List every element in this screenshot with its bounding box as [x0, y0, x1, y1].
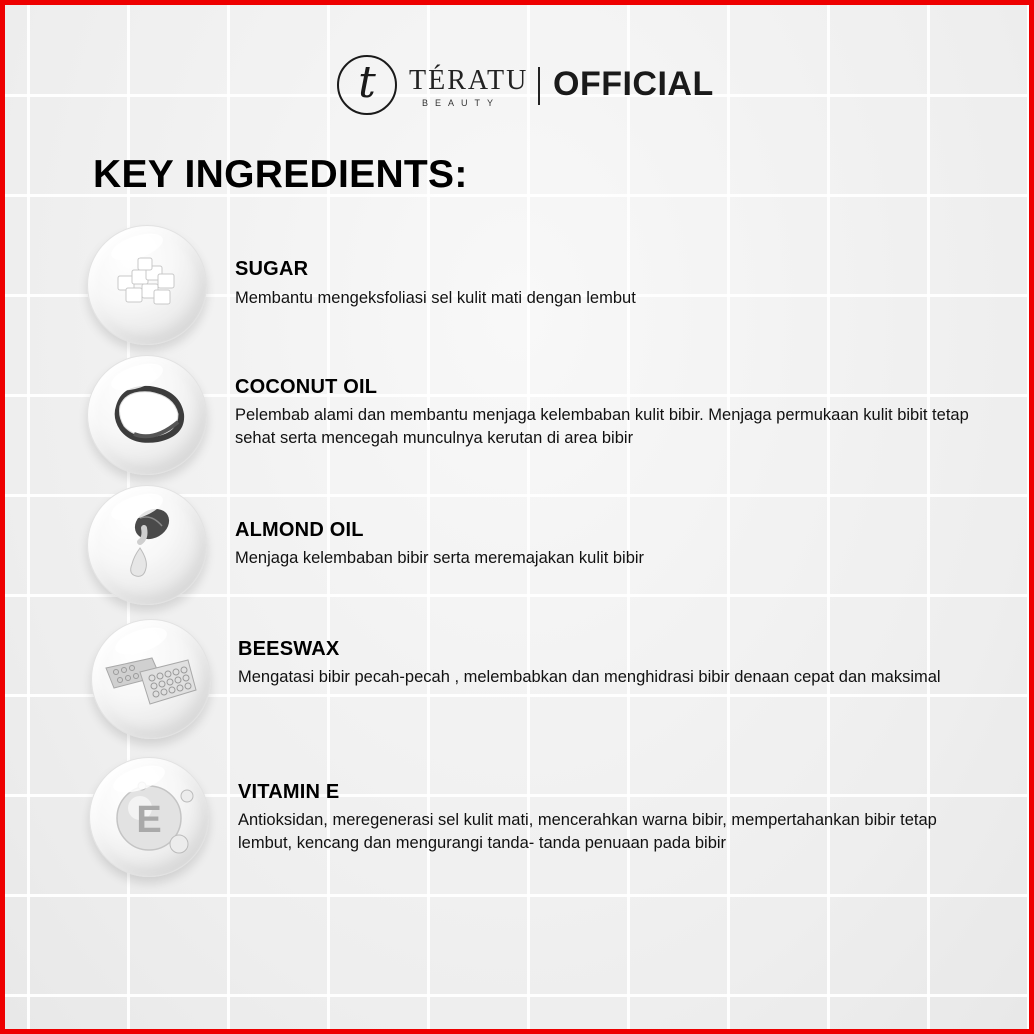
ingredient-description: Mengatasi bibir pecah-pecah , melembabkan dan menghidrasi bibir denaan cepat dan maksimal [238, 668, 941, 686]
ingredient-name: BEESWAX [238, 638, 340, 660]
ingredient-name: ALMOND OIL [235, 519, 364, 541]
ingredient-name: VITAMIN E [238, 781, 340, 803]
coconut-icon [87, 355, 207, 475]
brand-header [5, 51, 1034, 121]
ingredient-description: Antioksidan, meregenerasi sel kulit mati, mencerahkan warna bibir, mempertahankan bibir tetap lembut, kencang dan mengurangi tanda- tanda penuaan pada bibir [238, 811, 937, 852]
logo-letter: t [358, 57, 376, 108]
almond-oil-drop-icon [87, 485, 207, 605]
brand-logo-icon [337, 55, 397, 115]
vitamin-e-icon [89, 757, 209, 877]
ingredient-description: Menjaga kelembaban bibir serta meremajakan kulit bibir [235, 549, 645, 567]
honeycomb-icon [91, 619, 211, 739]
brand-name: TÉRATU [409, 65, 529, 96]
header-divider [538, 67, 540, 105]
official-label: OFFICIAL [553, 65, 714, 103]
vitamin-e-letter: E [136, 799, 162, 841]
ingredient-name: COCONUT OIL [235, 376, 378, 398]
brand-subname: BEAUTY [422, 98, 501, 108]
ingredient-description: Pelembab alami dan membantu menjaga kelembaban kulit bibir. Menjaga permukaan kulit bibit tetap sehat serta mencegah munculnya kerutan di area bibir [235, 406, 969, 447]
ingredient-name: SUGAR [235, 258, 309, 280]
sugar-cubes-icon [87, 225, 207, 345]
page-title: KEY INGREDIENTS: [93, 153, 468, 196]
ingredient-description: Membantu mengeksfoliasi sel kulit mati dengan lembut [235, 289, 636, 307]
